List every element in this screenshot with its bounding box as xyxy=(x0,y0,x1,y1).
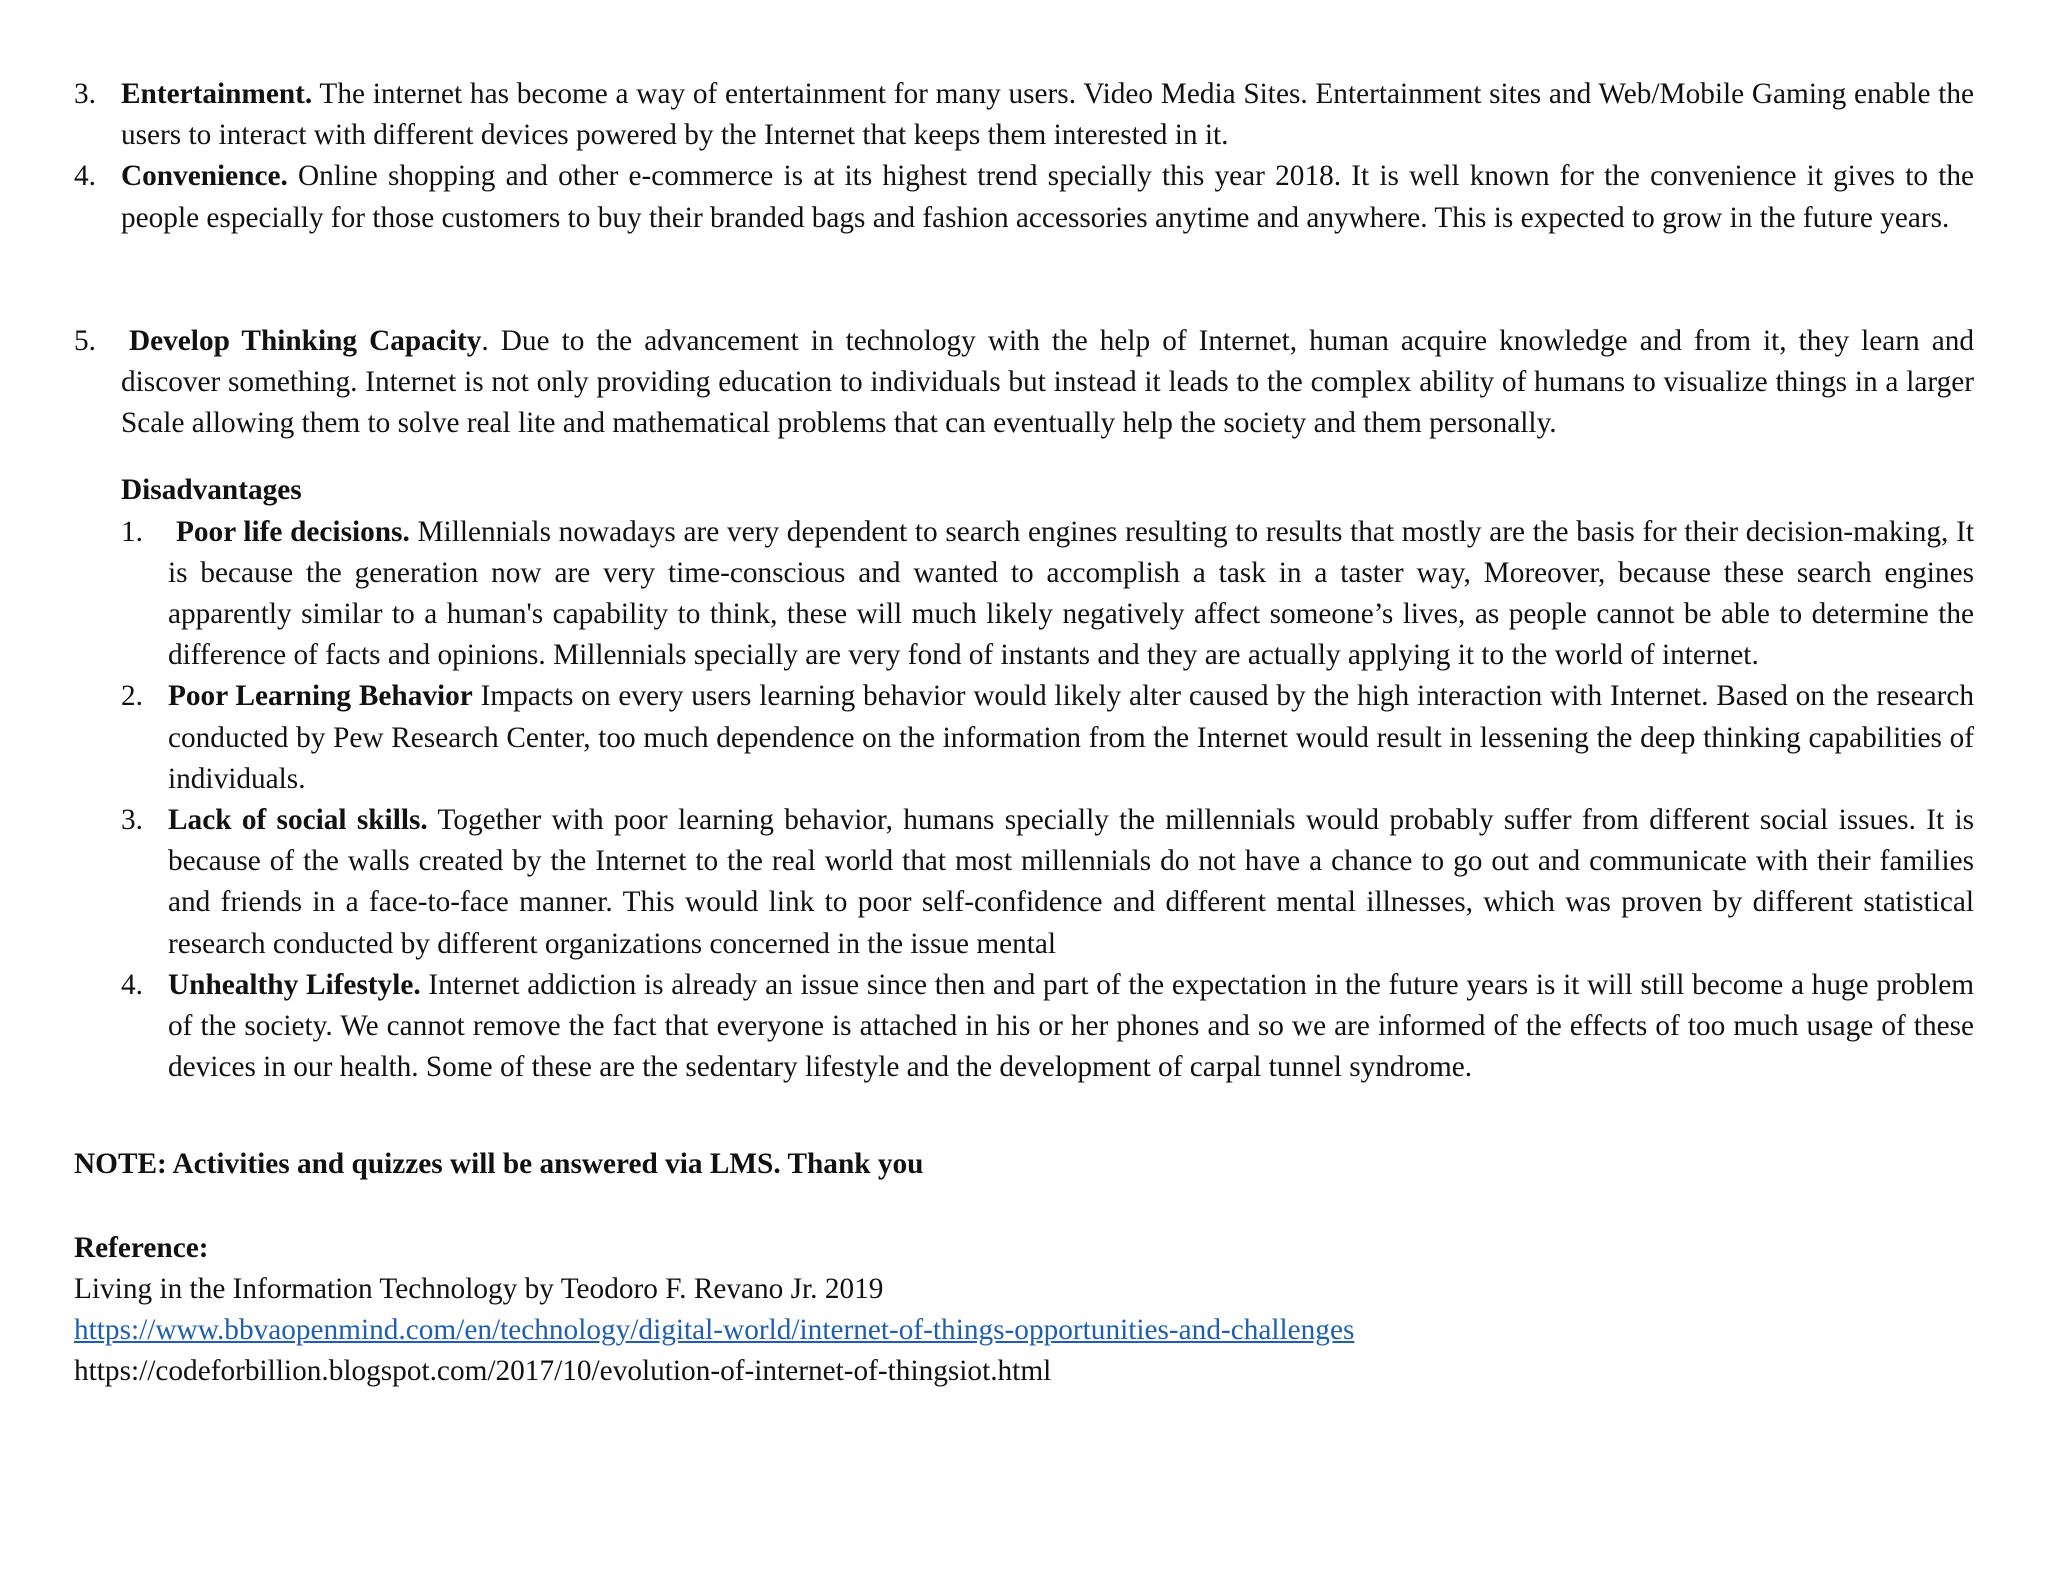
advantage-item-4 xyxy=(74,156,1974,238)
advantage-item-5 xyxy=(74,321,1974,445)
item-text: Impacts on every users learning behavior would likely alter caused by the high interaction with Internet. Based on the research conducted by Pew Research Center, too much dependence on the information from the Internet would result in lessening the deep thinking capabilities of individuals. xyxy=(168,680,1974,795)
item-text: . Due to the advancement in technology with the help of Internet, human acquire knowledge and from it, they learn and discover something. Internet is not only providing education to individuals but instead it leads to the complex ability of humans to visualize things in a larger Scale allowing them to solve real lite and mathematical problems that can eventually help the society and them personally. xyxy=(121,324,1975,440)
item-number: 3. xyxy=(121,804,143,837)
item-number: 1. xyxy=(121,515,143,548)
reference-link-bbva[interactable]: https://www.bbvaopenmind.com/en/technology/digital-world/internet-of-things-opportunities-and-challenges xyxy=(74,1314,1355,1347)
disadvantage-item-1 xyxy=(121,512,1974,677)
item-title: Entertainment. xyxy=(121,78,313,110)
item-title: Lack of social skills. xyxy=(168,804,428,837)
item-text: Internet addiction is already an issue since then and part of the expectation in the future years is it will still become a huge problem of the society. We cannot remove the fact that everyone is attached in his or her phones and so we are informed of the effects of too much usage of these devices in our health. Some of these are the sedentary lifestyle and the development of carpal tunnel syndrome. xyxy=(168,968,1974,1084)
item-title: Unhealthy Lifestyle. xyxy=(168,968,421,1001)
item-title: Convenience. xyxy=(121,160,288,193)
item-number: 4. xyxy=(74,160,96,193)
disadvantage-item-2 xyxy=(121,676,1974,800)
reference-heading: Reference: xyxy=(74,1231,209,1264)
item-title: Develop Thinking Capacity xyxy=(129,324,482,357)
disadvantage-item-3 xyxy=(121,800,1974,965)
disadvantages-heading: Disadvantages xyxy=(121,474,302,507)
item-text: Online shopping and other e-commerce is at its highest trend specially this year 2018. It is well known for the convenience it gives to the people especially for those customers to buy their branded bags and fashion accessories anytime and anywhere. This is expected to grow in the future years. xyxy=(121,160,1974,234)
reference-book: Living in the Information Technology by Teodoro F. Revano Jr. 2019 xyxy=(74,1272,884,1305)
disadvantages-section xyxy=(74,470,1974,1088)
item-title: Poor Learning Behavior xyxy=(168,680,473,713)
advantage-item-3 xyxy=(74,74,1974,156)
item-number: 5. xyxy=(74,324,96,357)
item-title: Poor life decisions. xyxy=(176,515,410,548)
reference-url-codeforbillion: https://codeforbillion.blogspot.com/2017/10/evolution-of-internet-of-thingsiot.html xyxy=(74,1355,1052,1388)
item-number: 2. xyxy=(121,680,143,713)
disadvantage-item-4 xyxy=(121,965,1974,1089)
item-text: Together with poor learning behavior, humans specially the millennials would probably suffer from different social issues. It is because of the walls created by the Internet to the real world that most millennials do not have a chance to go out and communicate with their families and friends in a face-to-face manner. This would link to poor self-confidence and different mental illnesses, which was proven by different statistical research conducted by different organizations concerned in the issue mental xyxy=(168,804,1974,960)
item-number: 4. xyxy=(121,968,143,1001)
lms-note: NOTE: Activities and quizzes will be answered via LMS. Thank you xyxy=(74,1148,924,1181)
item-number: 3. xyxy=(74,78,96,110)
item-text: The internet has become a way of entertainment for many users. Video Media Sites. Entertainment sites and Web/Mobile Gaming enable the users to interact with different devices powered by the Internet that keeps them interested in it. xyxy=(121,78,1974,152)
item-text: Millennials nowadays are very dependent to search engines resulting to results that mostly are the basis for their decision-making, It is because the generation now are very time-conscious and wanted to accomplish a task in a taster way, Moreover, because these search engines apparently similar to a human's capability to think, these will much likely negatively affect someone’s lives, as people cannot be able to determine the difference of facts and opinions. Millennials specially are very fond of instants and they are actually applying it to the world of internet. xyxy=(168,515,1974,672)
document-page xyxy=(74,74,1974,1392)
